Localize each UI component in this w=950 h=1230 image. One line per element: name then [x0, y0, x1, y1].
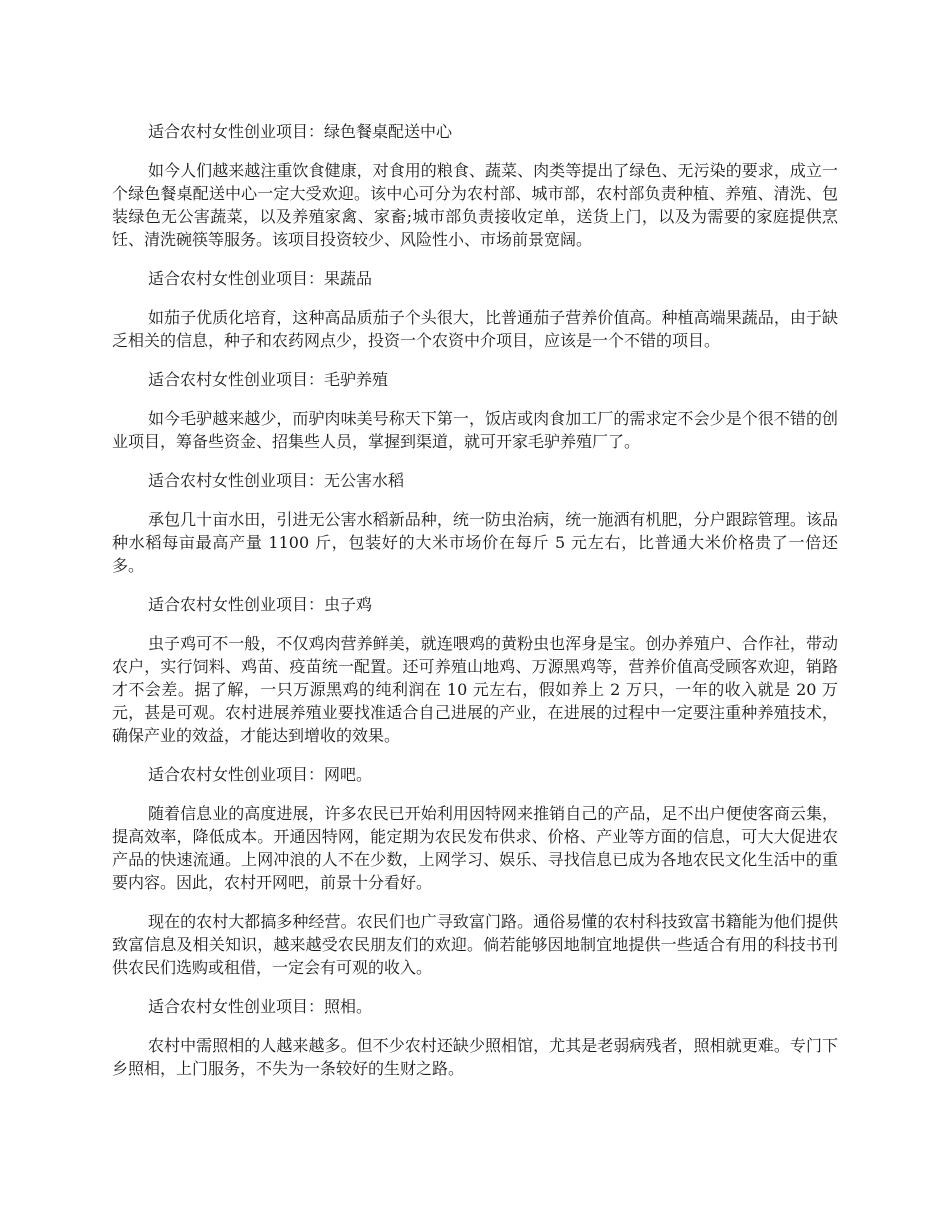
paragraph-books: 现在的农村大都搞多种经营。农民们也广寻致富门路。通俗易懂的农村科技致富书籍能为他们提供致富信息及相关知识，越来越受农民朋友们的欢迎。倘若能够因地制宜地提供一些适合有用的科技书刊供农民们选购或租借，一定会有可观的收入。	[112, 912, 838, 977]
paragraph-internet-cafe: 随着信息业的高度进展，许多农民已开始利用因特网来推销自己的产品，足不出户便使客商云集，提高效率，降低成本。开通因特网，能定期为农民发布供求、价格、产业等方面的信息，可大大促进农产品的快速流通。上网冲浪的人不在少数，上网学习、娱乐、寻找信息已成为各地农民文化生活中的重要内容。因此，农村开网吧，前景十分看好。	[112, 804, 838, 892]
document-page	[112, 120, 838, 1096]
section-heading-rice: 适合农村女性创业项目：无公害水稻	[148, 471, 405, 490]
paragraph-rice: 承包几十亩水田，引进无公害水稻新品种，统一防虫治病，统一施洒有机肥，分户跟踪管理。该品种水稻每亩最高产量 1100 斤，包装好的大米市场价在每斤 5 元左右，比普通大米价格贵了一倍还多。	[112, 510, 838, 575]
section-heading-fruit-vegetables: 适合农村女性创业项目：果蔬品	[148, 269, 373, 288]
section-heading-donkey: 适合农村女性创业项目：毛驴养殖	[148, 370, 389, 389]
section-heading-chicken: 适合农村女性创业项目：虫子鸡	[148, 595, 373, 614]
section-heading-internet-cafe: 适合农村女性创业项目：网吧。	[148, 765, 373, 784]
section-heading-green-table: 适合农村女性创业项目：绿色餐桌配送中心	[148, 122, 453, 141]
section-heading-photography: 适合农村女性创业项目：照相。	[148, 997, 373, 1016]
paragraph-fruit-vegetables: 如茄子优质化培育，这种高品质茄子个头很大，比普通茄子营养价值高。种植高端果蔬品，由于缺乏相关的信息，种子和农药网点少，投资一个农资中介项目，应该是一个不错的项目。	[112, 308, 838, 350]
paragraph-donkey: 如今毛驴越来越少，而驴肉味美号称天下第一，饭店或肉食加工厂的需求定不会少是个很不错的创业项目，筹备些资金、招集些人员，掌握到渠道，就可开家毛驴养殖厂了。	[112, 409, 838, 451]
paragraph-photography: 农村中需照相的人越来越多。但不少农村还缺少照相馆，尤其是老弱病残者，照相就更难。专门下乡照相，上门服务，不失为一条较好的生财之路。	[112, 1036, 838, 1078]
paragraph-green-table: 如今人们越来越注重饮食健康，对食用的粮食、蔬菜、肉类等提出了绿色、无污染的要求，成立一个绿色餐桌配送中心一定大受欢迎。该中心可分为农村部、城市部，农村部负责种植、养殖、清洗、包装绿色无公害蔬菜，以及养殖家禽、家畜;城市部负责接收定单，送货上门，以及为需要的家庭提供烹饪、清洗碗筷等服务。该项目投资较少、风险性小、市场前景宽阔。	[112, 161, 838, 249]
paragraph-chicken: 虫子鸡可不一般，不仅鸡肉营养鲜美，就连喂鸡的黄粉虫也浑身是宝。创办养殖户、合作社，带动农户，实行饲料、鸡苗、疫苗统一配置。还可养殖山地鸡、万源黑鸡等，营养价值高受顾客欢迎，销路才不会差。据了解，一只万源黑鸡的纯利润在 10 元左右，假如养上 2 万只，一年的收入就是 20 万元，甚是可观。农村进展养殖业要找准适合自己进展的产业，在进展的过程中一定要注重种养殖技术，确保产业的效益，才能达到增收的效果。	[112, 634, 838, 745]
